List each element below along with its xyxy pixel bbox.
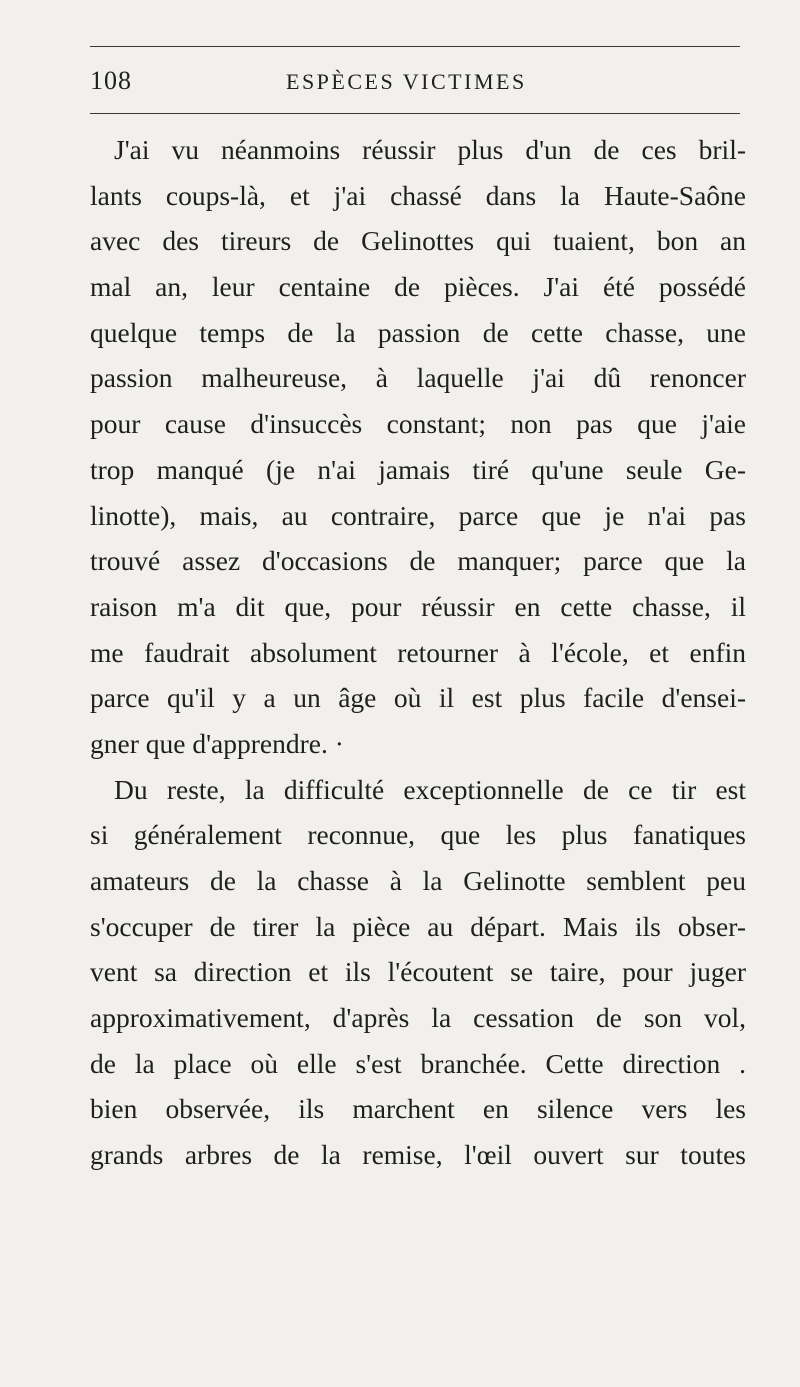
text-line: s'occuper de tirer la pièce au départ. Mais ils obser- — [90, 910, 746, 942]
text-line: J'ai vu néanmoins réussir plus d'un de ces bril- — [114, 134, 746, 165]
text-line: si généralement reconnue, que les plus fanatiques — [90, 819, 746, 851]
text-line: trouvé assez d'occasions de manquer; parce que la — [90, 545, 746, 577]
header-rule — [90, 113, 740, 114]
running-head — [90, 66, 740, 106]
text-line: approximativement, d'après la cessation de son vol, — [90, 1002, 746, 1034]
text-line: parce qu'il y a un âge où il est plus facile d'ensei- — [90, 682, 746, 714]
text-line: vent sa direction et ils l'écoutent se taire, pour juger — [90, 956, 746, 988]
text-line: mal an, leur centaine de pièces. J'ai été possédé — [90, 271, 746, 303]
text-line: linotte), mais, au contraire, parce que je n'ai pas — [90, 499, 746, 531]
text-line: raison m'a dit que, pour réussir en cette chasse, il — [90, 590, 746, 622]
text-line: amateurs de la chasse à la Gelinotte semblent peu — [90, 865, 746, 896]
text-line: Du reste, la difficulté exceptionnelle de ce tir est — [114, 773, 746, 805]
page-number: 108 — [90, 66, 132, 95]
text-line: lants coups-là, et j'ai chassé dans la Haute-Saône — [90, 179, 746, 211]
running-title: ESPÈCES VICTIMES — [286, 69, 527, 94]
text-line: avec des tireurs de Gelinottes qui tuaient, bon an — [90, 225, 746, 257]
text-line: grands arbres de la remise, l'œil ouvert sur toutes — [90, 1139, 746, 1171]
top-rule — [90, 46, 740, 47]
text-line: passion malheureuse, à laquelle j'ai dû renoncer — [90, 362, 746, 394]
text-line: me faudrait absolument retourner à l'école, et enfin — [90, 636, 746, 668]
body-text — [90, 127, 746, 1178]
text-line: gner que d'apprendre. · — [90, 727, 344, 759]
text-line: bien observée, ils marchent en silence vers les — [90, 1093, 746, 1125]
text-line: de la place où elle s'est branchée. Cette direction . — [90, 1047, 746, 1079]
text-line: quelque temps de la passion de cette chasse, une — [90, 316, 746, 348]
text-line: pour cause d'insuccès constant; non pas que j'aie — [90, 408, 746, 440]
text-line: trop manqué (je n'ai jamais tiré qu'une seule Ge- — [90, 453, 746, 485]
